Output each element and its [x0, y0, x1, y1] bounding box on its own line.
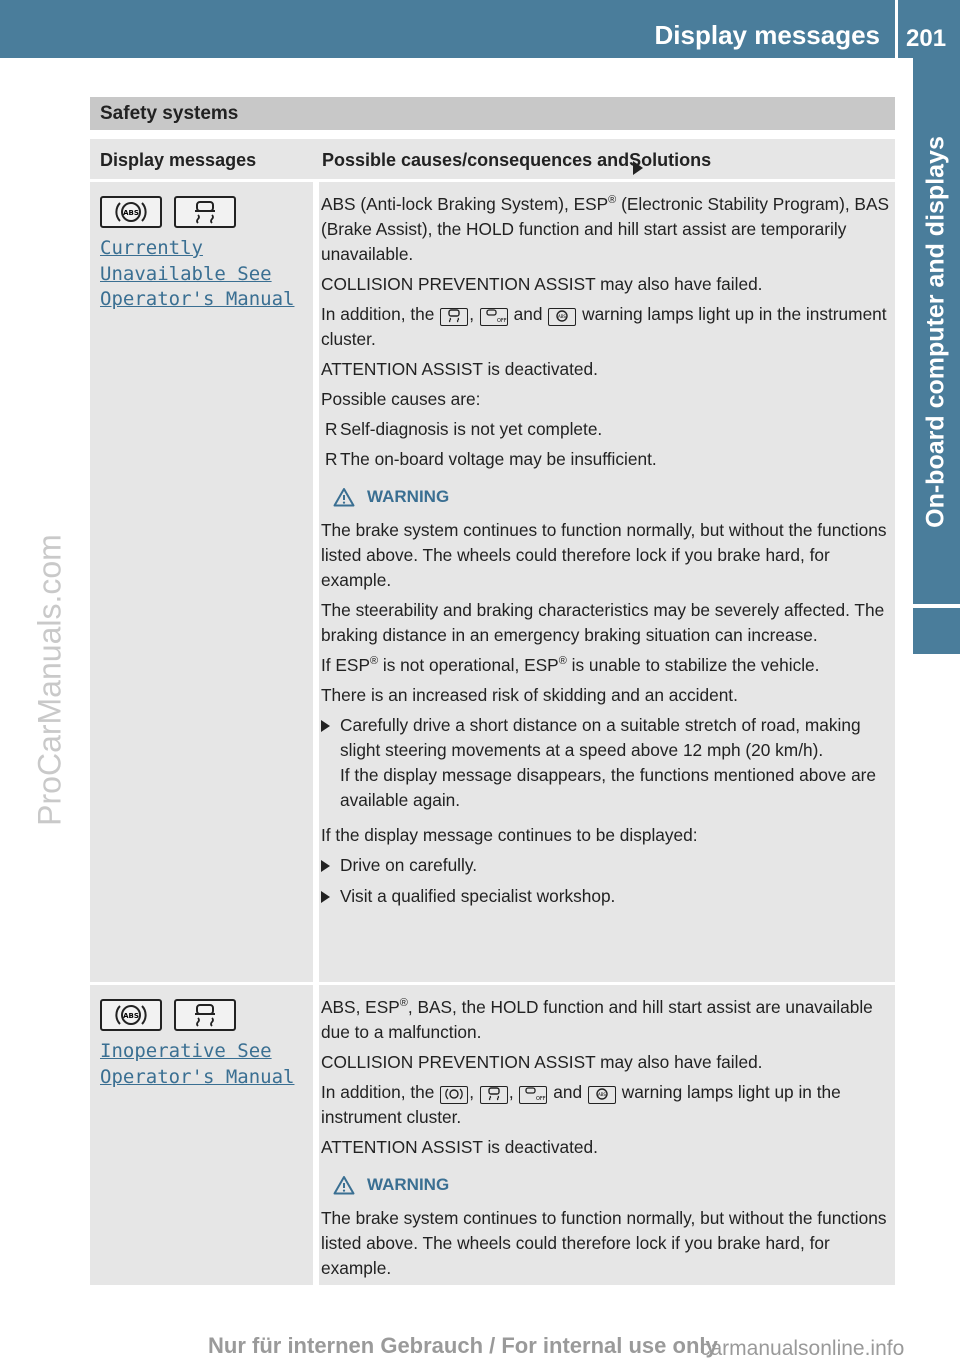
- list-item: [321, 447, 889, 472]
- warning-label: WARNING: [367, 487, 450, 506]
- message-line: Currently: [100, 237, 203, 259]
- svg-text:OFF: OFF: [536, 1096, 547, 1102]
- column-divider: [313, 182, 319, 982]
- esp-warning-icon: [174, 196, 236, 228]
- abs-warning-icon: [548, 308, 576, 326]
- header-separator: [895, 0, 898, 58]
- paragraph: COLLISION PREVENTION ASSIST may also have failed.: [321, 1052, 763, 1072]
- text-span: In addition, the: [321, 1082, 435, 1102]
- warning-triangle-icon: [333, 487, 355, 507]
- column-header-causes: [322, 150, 711, 171]
- warning-heading: [333, 484, 889, 509]
- causes-cell: [321, 182, 895, 982]
- registered-mark: ®: [399, 997, 408, 1010]
- column-header-solutions: Solutions: [629, 150, 712, 170]
- abs-warning-icon: [100, 196, 162, 228]
- footer-site: carmanualsonline.info: [700, 1337, 905, 1360]
- esp-warning-icon: [440, 308, 468, 326]
- paragraph: There is an increased risk of skidding and an accident.: [321, 685, 738, 705]
- step-arrow-icon: [321, 720, 330, 732]
- message-line: Inoperative See: [100, 1040, 272, 1062]
- footer-internal-use: Nur für internen Gebrauch / For internal use only: [208, 1333, 718, 1358]
- page-header: [0, 0, 960, 58]
- step-arrow-icon: [321, 860, 330, 872]
- step-arrow-icon: [321, 891, 330, 903]
- esp-off-warning-icon: [480, 308, 508, 326]
- side-marker: [913, 608, 960, 654]
- display-message: [100, 1039, 294, 1090]
- text-span: ,: [469, 1082, 474, 1102]
- bullet-mark: R: [325, 419, 338, 439]
- svg-text:OFF: OFF: [496, 318, 507, 324]
- text-span: If ESP: [321, 655, 370, 675]
- warning-triangle-icon: [333, 1175, 355, 1195]
- warning-label: WARNING: [367, 1175, 450, 1194]
- text-span: , BAS, the HOLD function and hill start assist are unavailable due to a malfunction.: [321, 997, 873, 1042]
- bullet-mark: R: [325, 449, 338, 469]
- text-span: warning lamps light up in the instrument cluster.: [321, 304, 887, 349]
- svg-text:ABS: ABS: [558, 314, 567, 319]
- icon-group: [100, 999, 236, 1031]
- text-span: ,: [508, 1082, 514, 1102]
- paragraph: ATTENTION ASSIST is deactivated.: [321, 359, 598, 379]
- esp-warning-icon: [174, 999, 236, 1031]
- text-span: and: [513, 304, 543, 324]
- paragraph: Possible causes are:: [321, 389, 481, 409]
- message-line: Operator's Manual: [100, 1065, 295, 1088]
- text-span: is not operational, ESP: [378, 655, 559, 675]
- brake-warning-icon: [440, 1086, 468, 1104]
- svg-text:ABS: ABS: [123, 209, 139, 217]
- text-span: ABS, ESP: [321, 997, 400, 1017]
- icon-group: [100, 196, 236, 228]
- svg-text:ABS: ABS: [597, 1092, 606, 1097]
- message-line: Operator's Manual: [100, 288, 295, 310]
- paragraph: [321, 653, 889, 678]
- display-message: [100, 236, 294, 313]
- instruction-step: [321, 713, 889, 813]
- text-span: is unable to stabilize the vehicle.: [566, 655, 820, 675]
- text-span: ABS (Anti-lock Braking System), ESP: [321, 194, 609, 214]
- column-divider: [313, 985, 319, 1285]
- list-item: [321, 417, 889, 442]
- esp-off-warning-icon: [519, 1086, 547, 1104]
- registered-mark: ®: [558, 655, 567, 668]
- column-header-display: Display messages: [100, 150, 257, 170]
- abs-warning-icon: [100, 999, 162, 1031]
- table-header: [90, 139, 895, 179]
- display-cell: [90, 985, 313, 1285]
- side-tab-label: On-board computer and displays: [921, 136, 950, 528]
- step-text: Carefully drive a short distance on a suitable stretch of road, making slight steering movements at a speed above 12 mph (20 km/h).: [340, 715, 861, 760]
- instruction-step: [321, 884, 889, 910]
- message-line: Unavailable See: [100, 262, 272, 285]
- page-number: 201: [906, 25, 947, 52]
- paragraph: [321, 1080, 889, 1130]
- paragraph: COLLISION PREVENTION ASSIST may also have failed.: [321, 274, 763, 294]
- column-header-causes-text: Possible causes/consequences and: [322, 150, 630, 170]
- display-cell: [90, 182, 313, 982]
- paragraph: [321, 995, 889, 1045]
- abs-warning-icon: [588, 1086, 616, 1104]
- list-item-text: Self-diagnosis is not yet complete.: [340, 419, 603, 439]
- causes-cell: [321, 985, 895, 1285]
- text-span: warning lamps light up in the instrument cluster.: [321, 1082, 841, 1127]
- paragraph: [321, 192, 889, 267]
- paragraph: The brake system continues to function normally, but without the functions listed above. The wheels could therefore lock if you brake hard, for example.: [321, 1208, 887, 1278]
- paragraph: [321, 302, 889, 352]
- warning-heading: [333, 1172, 889, 1197]
- registered-mark: ®: [608, 194, 617, 207]
- paragraph: ATTENTION ASSIST is deactivated.: [321, 1137, 598, 1157]
- esp-warning-icon: [480, 1086, 508, 1104]
- list-item-text: The on-board voltage may be insufficient.: [340, 449, 657, 469]
- step-text: Visit a qualified specialist workshop.: [340, 886, 616, 906]
- paragraph: The brake system continues to function normally, but without the functions listed above. The wheels could therefore lock if you brake hard, for example.: [321, 520, 887, 590]
- text-span: ,: [469, 304, 474, 324]
- watermark: ProCarManuals.com: [31, 534, 68, 826]
- table-row: [90, 985, 895, 1285]
- section-title: Safety systems: [100, 103, 239, 124]
- instruction-step: [321, 853, 889, 879]
- header-title: Display messages: [654, 20, 880, 50]
- table-row: [90, 182, 895, 982]
- step-text: Drive on carefully.: [340, 855, 478, 875]
- svg-text:ABS: ABS: [123, 1012, 139, 1020]
- section-title-bar: [90, 97, 895, 130]
- step-result-text: If the display message disappears, the functions mentioned above are available again.: [340, 765, 877, 810]
- paragraph: If the display message continues to be displayed:: [321, 825, 698, 845]
- arrow-right-icon: [633, 161, 643, 175]
- text-span: and: [553, 1082, 583, 1102]
- registered-mark: ®: [369, 655, 379, 668]
- text-span: (Electronic Stability Program), BAS (Brake Assist), the HOLD function and hill start assist are temporarily unavailable.: [321, 194, 890, 264]
- text-span: In addition, the: [321, 304, 435, 324]
- paragraph: The steerability and braking characteristics may be severely affected. The braking distance in an emergency braking situation can increase.: [321, 600, 885, 645]
